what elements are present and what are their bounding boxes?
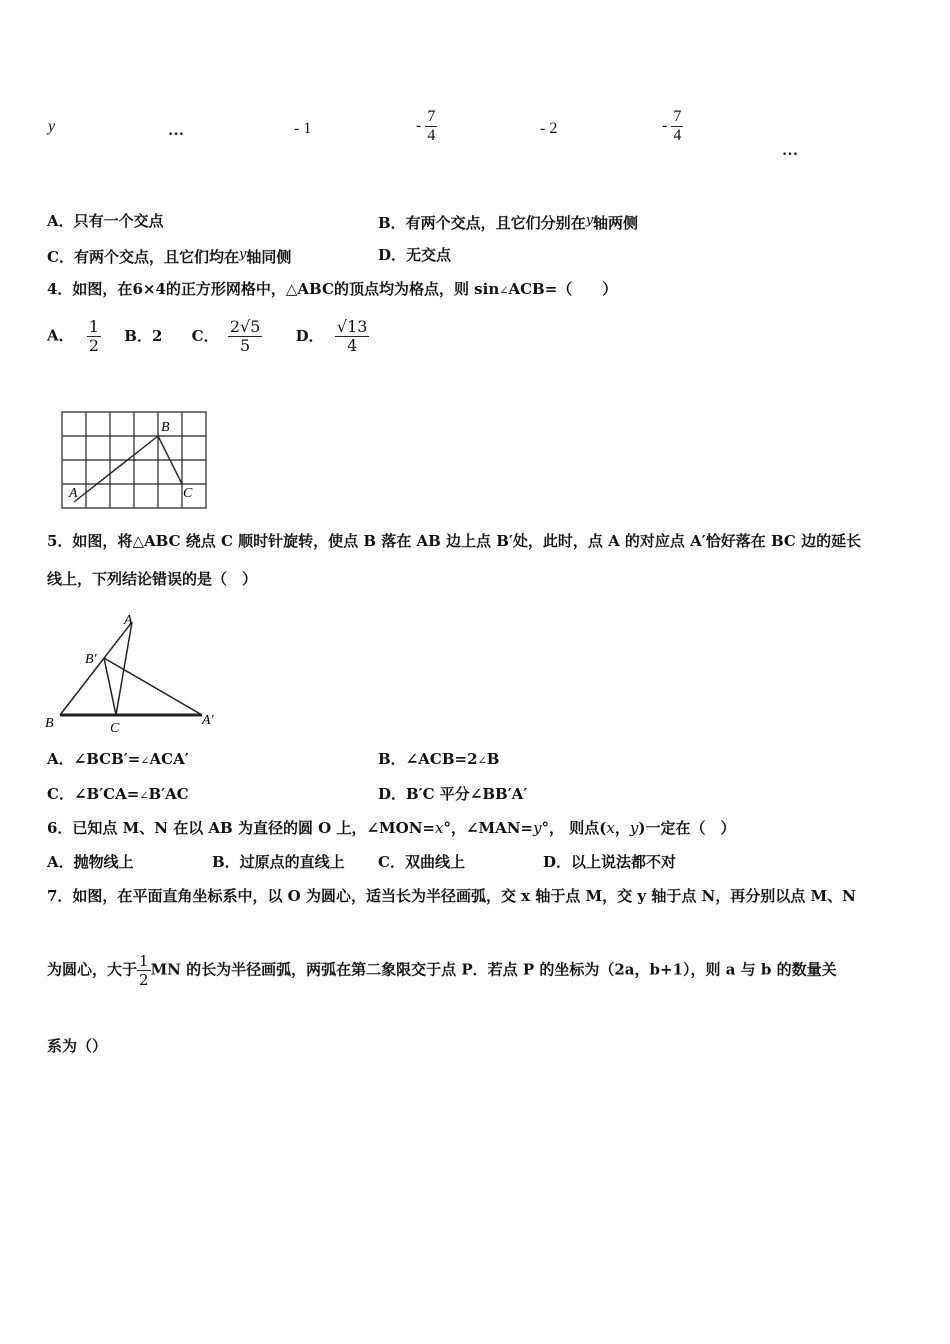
label-a: A (69, 486, 78, 501)
label-c: C (183, 486, 193, 501)
table-cell-neg2: - 2 (540, 120, 558, 137)
table-y-label: y (48, 118, 56, 135)
table-cell-ellipsis-2: … (782, 142, 798, 159)
q6-option-b: B．过原点的直线上 (212, 853, 345, 871)
q6-stem-text3: °， 则点( (541, 819, 607, 837)
q3-option-c (47, 245, 291, 267)
q6-stem (47, 818, 735, 838)
minus-sign: - (662, 117, 672, 135)
q4-options (47, 318, 369, 355)
q4-option-d-label: D． (295, 326, 324, 345)
q5-option-c-text: C．∠B′CA= (47, 785, 140, 803)
angle-symbol: ∠ (140, 754, 150, 767)
q4-stem-text: 4．如图，在6×4的正方形网格中，△ABC的顶点均为格点，则 sin (47, 280, 500, 298)
q6-stem-text: 6．已知点 M、N 在以 AB 为直径的圆 O 上，∠MON= (47, 819, 435, 837)
q6-option-a: A．抛物线上 (47, 853, 134, 871)
q5-stem-line1: 5．如图，将△ABC 绕点 C 顺时针旋转，使点 B 落在 AB 边上点 B′处，此时，点 A 的对应点 A′恰好落在 BC 边的延长 (47, 532, 862, 550)
frac-den: 4 (335, 336, 370, 355)
q6-var-y2: y (629, 819, 639, 837)
frac-num: √13 (336, 317, 368, 336)
frac-num: 2√5 (229, 317, 261, 336)
frac-num: 7 (427, 108, 436, 125)
frac-num: 1 (139, 952, 149, 970)
table-cell-ellipsis-1: … (168, 122, 184, 139)
frac-den: 4 (427, 127, 436, 144)
angle-symbol: ∠ (499, 284, 509, 297)
q5-option-b-text: B．∠ACB=2 (378, 750, 478, 768)
q5-rotation-figure (40, 610, 230, 740)
q6-var-y: y (533, 819, 542, 837)
q5-option-c (47, 784, 189, 806)
q6-option-d: D．以上说法都不对 (543, 853, 677, 871)
q7-line3: 系为（） (47, 1037, 108, 1055)
q4-option-c-label: C． (191, 326, 219, 345)
q7-line2-text2: MN 的长为半径画弧，两弧在第二象限交于点 P．若点 P 的坐标为（2a，b+1），则 a 与 b 的数量关 (150, 960, 837, 979)
q6-var-x2: x (606, 819, 615, 837)
q3-option-b (378, 211, 638, 233)
frac-num: 7 (673, 108, 682, 125)
label-c: C (110, 721, 120, 736)
q4-option-a-label: A． (47, 326, 74, 345)
q3-option-d: D．无交点 (378, 246, 452, 264)
frac-den: 5 (228, 336, 263, 355)
q6-var-x: x (435, 819, 444, 837)
table-cell-neg1: - 1 (294, 120, 312, 137)
q3-option-b-text: B．有两个交点，且它们分别在 (378, 214, 586, 232)
frac-den: 4 (673, 127, 682, 144)
label-b-prime: B′ (85, 652, 97, 667)
triangle-lines (60, 622, 202, 715)
q6-comma: ， (614, 819, 630, 837)
q5-option-b (378, 749, 499, 771)
q4-grid-figure (55, 405, 220, 515)
label-a: A (124, 613, 133, 628)
q6-stem-text4: )一定在（ ） (638, 819, 736, 837)
q5-option-a-text: A．∠BCB′= (47, 750, 141, 768)
label-a-prime: A′ (202, 713, 214, 728)
q7-line2 (47, 952, 837, 989)
q3-option-b-text2: 轴两侧 (593, 214, 639, 232)
q3-option-c-text2: 轴同侧 (246, 248, 292, 266)
q7-line2-text: 为圆心，大于 (47, 960, 138, 979)
q4-stem-text2: ACB=（ ） (508, 280, 618, 298)
q3-option-c-text: C．有两个交点，且它们均在 (47, 248, 239, 266)
q7-line1: 7．如图，在平面直角坐标系中，以 O 为圆心，适当长为半径画弧，交 x 轴于点 M，交 y 轴于点 N，再分别以点 M、N (47, 887, 856, 905)
triangle-abc (74, 436, 182, 502)
angle-symbol: ∠ (139, 789, 149, 802)
label-b: B (161, 420, 170, 435)
q5-option-b-text2: B (486, 750, 500, 768)
q3-option-b-var: y (585, 213, 594, 228)
q5-stem-line2: 线上，下列结论错误的是（ ） (47, 570, 258, 588)
frac-den: 2 (139, 971, 149, 989)
label-b: B (45, 716, 54, 731)
q4-option-b: B．2 (124, 326, 163, 345)
q5-option-d: D．B′C 平分∠BB′A′ (378, 785, 528, 803)
table-cell-neg-seven-fourths-1 (416, 108, 437, 145)
minus-sign: - (416, 117, 426, 135)
q5-option-a (47, 749, 189, 771)
q5-option-a-text2: ACA′ (149, 750, 189, 768)
frac-den: 2 (88, 336, 100, 355)
frac-num: 1 (88, 317, 100, 336)
q6-stem-text2: °，∠MAN= (443, 819, 534, 837)
q6-option-c: C．双曲线上 (378, 853, 465, 871)
q4-stem (47, 279, 617, 301)
q5-option-c-text2: B′AC (148, 785, 189, 803)
q3-option-c-var: y (238, 247, 247, 262)
q3-option-a: A．只有一个交点 (47, 212, 164, 230)
table-cell-neg-seven-fourths-2 (662, 108, 683, 145)
angle-symbol: ∠ (477, 754, 487, 767)
